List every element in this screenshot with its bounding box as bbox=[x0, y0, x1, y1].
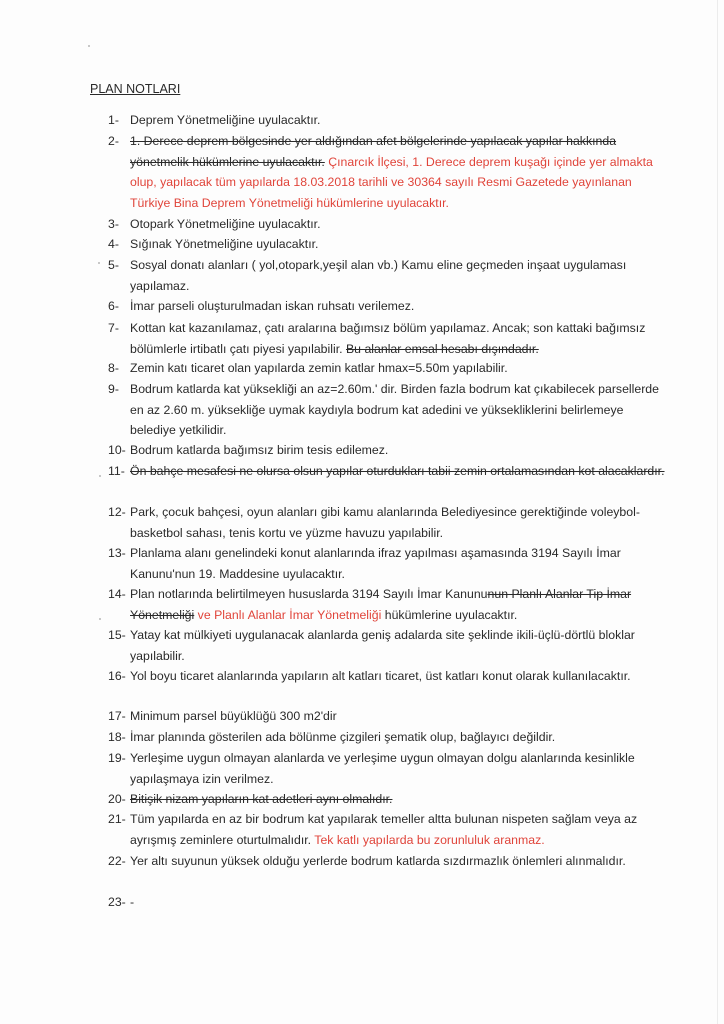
note-text bbox=[130, 502, 668, 543]
scan-speck bbox=[99, 475, 101, 477]
plan-note-item bbox=[108, 358, 668, 379]
plan-note-item bbox=[108, 110, 668, 131]
struck-text: Bu alanlar emsal hesabı dışındadır. bbox=[345, 341, 539, 356]
note-text bbox=[130, 789, 668, 810]
note-text bbox=[130, 584, 668, 625]
note-text-segment: Yatay kat mülkiyeti uygulanacak alanlarda geniş adalarda site şeklinde ikili-üçlü-dörtlü bloklar yapılabilir. bbox=[130, 628, 635, 663]
note-text-segment: Sosyal donatı alanları ( yol,otopark,yeşil alan vb.) Kamu eline geçmeden inşaat uygulaması yapılamaz. bbox=[130, 258, 627, 293]
note-number: 14- bbox=[108, 587, 126, 601]
note-number: 22- bbox=[108, 854, 126, 868]
plan-note-item bbox=[108, 379, 668, 441]
note-text bbox=[130, 440, 668, 461]
note-text bbox=[130, 110, 668, 131]
scan-edge bbox=[717, 0, 718, 1024]
plan-note-item bbox=[108, 440, 668, 461]
plan-note-item bbox=[108, 851, 668, 872]
plan-note-item bbox=[108, 502, 668, 543]
plan-note-item bbox=[108, 543, 668, 584]
plan-note-item bbox=[108, 234, 668, 255]
plan-note-item bbox=[108, 809, 668, 850]
note-text bbox=[130, 748, 668, 789]
note-number: 2- bbox=[108, 134, 119, 148]
amended-text: ve Planlı Alanlar İmar Yönetmeliği bbox=[194, 607, 382, 622]
plan-note-item bbox=[108, 461, 668, 482]
note-number: 3- bbox=[108, 217, 119, 231]
note-text bbox=[130, 379, 668, 441]
plan-note-item bbox=[108, 892, 668, 913]
note-text bbox=[130, 809, 668, 850]
amended-text: Çınarcık İlçesi, 1. Derece deprem kuşağı içinde yer almakta olup, yapılacak tüm yapılarda 18.03.2018 tarihli ve 30364 sayılı Resmi Gazetede yayınlanan Türkiye Bina Deprem Yönetmeliği hükümlerine uyulacaktır. bbox=[130, 154, 653, 210]
note-text-segment: Yer altı suyunun yüksek olduğu yerlerde bodrum katlarda sızdırmazlık önlemleri alınmalıdır. bbox=[130, 854, 626, 868]
note-number: 1- bbox=[108, 113, 119, 127]
note-text-segment: Minimum parsel büyüklüğü 300 m2'dir bbox=[130, 709, 337, 723]
note-text-segment: İmar parseli oluşturulmadan iskan ruhsatı verilemez. bbox=[130, 299, 415, 313]
amended-text: Tek katlı yapılarda bu zorunluluk aranmaz. bbox=[314, 832, 545, 847]
note-number: 8- bbox=[108, 361, 119, 375]
struck-text: 1. Derece deprem bölgesinde yer aldığından afet bölgelerinde yapılacak yapılar hakkında yönetmelik hükümlerine uyulacaktır. bbox=[130, 134, 617, 169]
note-text-segment: Plan notlarında belirtilmeyen hususlarda 3194 Sayılı İmar Kanunu bbox=[130, 587, 488, 601]
note-text-segment: Bodrum katlarda kat yüksekliği an az=2.60m.' dir. Birden fazla bodrum kat çıkabilecek parsellerde en az 2.60 m. yüksekliğe uymak kaydıyla bodrum kat adedini ve yüksekliklerini belirlemeye belediye yetkilidir. bbox=[130, 382, 659, 438]
note-text-segment: hükümlerine uyulacaktır. bbox=[381, 607, 518, 622]
note-number: 5- bbox=[108, 258, 119, 272]
note-number: 11- bbox=[108, 464, 125, 478]
plan-note-item bbox=[108, 727, 668, 748]
note-text-segment: Deprem Yönetmeliğine uyulacaktır. bbox=[130, 113, 321, 127]
note-text-segment: Planlama alanı genelindeki konut alanlarında ifraz yapılması aşamasında 3194 Sayılı İmar Kanunu'nun 19. Maddesine uyulacaktır. bbox=[130, 546, 621, 581]
note-number: 19- bbox=[108, 751, 126, 765]
note-text bbox=[130, 255, 668, 296]
note-text-segment: İmar planında gösterilen ada bölünme çizgileri şematik olup, bağlayıcı değildir. bbox=[130, 730, 556, 744]
struck-text: Bitişik nizam yapıların kat adetleri aynı olmalıdır. bbox=[130, 792, 393, 806]
note-text bbox=[130, 461, 668, 482]
plan-note-item bbox=[108, 706, 668, 727]
plan-note-item bbox=[108, 318, 668, 359]
note-text bbox=[130, 706, 668, 727]
note-text-segment: Kottan kat kazanılamaz, çatı aralarına bağımsız bölüm yapılamaz. Ancak; son kattaki bağımsız bölümlerle irtibatlı çatı piyesi yapılabilir. bbox=[130, 321, 646, 356]
note-text bbox=[130, 358, 668, 379]
note-text bbox=[130, 318, 668, 359]
note-text bbox=[130, 851, 668, 872]
note-text-segment: Park, çocuk bahçesi, oyun alanları gibi kamu alanlarında Belediyesince gerektiğinde voleybol-basketbol sahası, tenis kortu ve yüzme havuzu yapılabilir. bbox=[130, 505, 640, 540]
note-text-segment: Yerleşime uygun olmayan alanlarda ve yerleşime uygun olmayan dolgu alanlarında kesinlikle yapılaşmaya izin verilmez. bbox=[130, 751, 635, 786]
plan-note-item bbox=[108, 584, 668, 625]
note-text bbox=[130, 214, 668, 235]
note-number: 23- bbox=[108, 895, 126, 909]
note-number: 7- bbox=[108, 321, 119, 335]
note-text-segment: - bbox=[130, 895, 135, 909]
plan-note-item bbox=[108, 789, 668, 810]
plan-note-item bbox=[108, 296, 668, 317]
plan-note-item bbox=[108, 214, 668, 235]
note-number: 9- bbox=[108, 382, 119, 396]
note-text bbox=[130, 131, 668, 213]
page-title: PLAN NOTLARI bbox=[90, 82, 181, 96]
note-text bbox=[130, 234, 668, 255]
note-text bbox=[130, 892, 668, 913]
note-number: 16- bbox=[108, 669, 126, 683]
note-number: 20- bbox=[108, 792, 126, 806]
note-text-segment: Otopark Yönetmeliğine uyulacaktır. bbox=[130, 217, 321, 231]
note-text bbox=[130, 727, 668, 748]
scan-speck bbox=[98, 262, 100, 264]
note-number: 17- bbox=[108, 709, 126, 723]
note-text-segment: Yol boyu ticaret alanlarında yapıların alt katları ticaret, üst katları konut olarak kullanılacaktır. bbox=[130, 669, 631, 683]
note-number: 12- bbox=[108, 505, 126, 519]
struck-text: nun Planlı Alanlar Tip İmar Yönetmeliği bbox=[130, 587, 632, 622]
note-number: 13- bbox=[108, 546, 126, 560]
plan-note-item bbox=[108, 131, 668, 213]
note-text bbox=[130, 296, 668, 317]
plan-note-item bbox=[108, 748, 668, 789]
note-number: 18- bbox=[108, 730, 126, 744]
struck-text: Ön bahçe mesafesi ne olursa olsun yapılar oturdukları tabii zemin ortalamasından kot alacaklardır. bbox=[130, 464, 665, 478]
note-number: 6- bbox=[108, 299, 119, 313]
note-text bbox=[130, 543, 668, 584]
scan-speck bbox=[99, 618, 101, 620]
scan-speck bbox=[88, 45, 90, 47]
note-number: 4- bbox=[108, 237, 119, 251]
note-text bbox=[130, 625, 668, 666]
note-number: 21- bbox=[108, 812, 126, 826]
note-text bbox=[130, 666, 668, 687]
note-text-segment: Bodrum katlarda bağımsız birim tesis edilemez. bbox=[130, 443, 389, 457]
note-number: 10- bbox=[108, 443, 126, 457]
note-number: 15- bbox=[108, 628, 126, 642]
plan-note-item bbox=[108, 625, 668, 666]
note-text-segment: Sığınak Yönetmeliğine uyulacaktır. bbox=[130, 237, 319, 251]
note-text-segment: Tüm yapılarda en az bir bodrum kat yapılarak temeller altta bulunan nispeten sağlam veya az ayrışmış zeminlere oturtulmalıdır. bbox=[130, 812, 638, 847]
plan-note-item bbox=[108, 255, 668, 296]
plan-note-item bbox=[108, 666, 668, 687]
note-text-segment: Zemin katı ticaret olan yapılarda zemin katlar hmax=5.50m yapılabilir. bbox=[130, 361, 508, 375]
